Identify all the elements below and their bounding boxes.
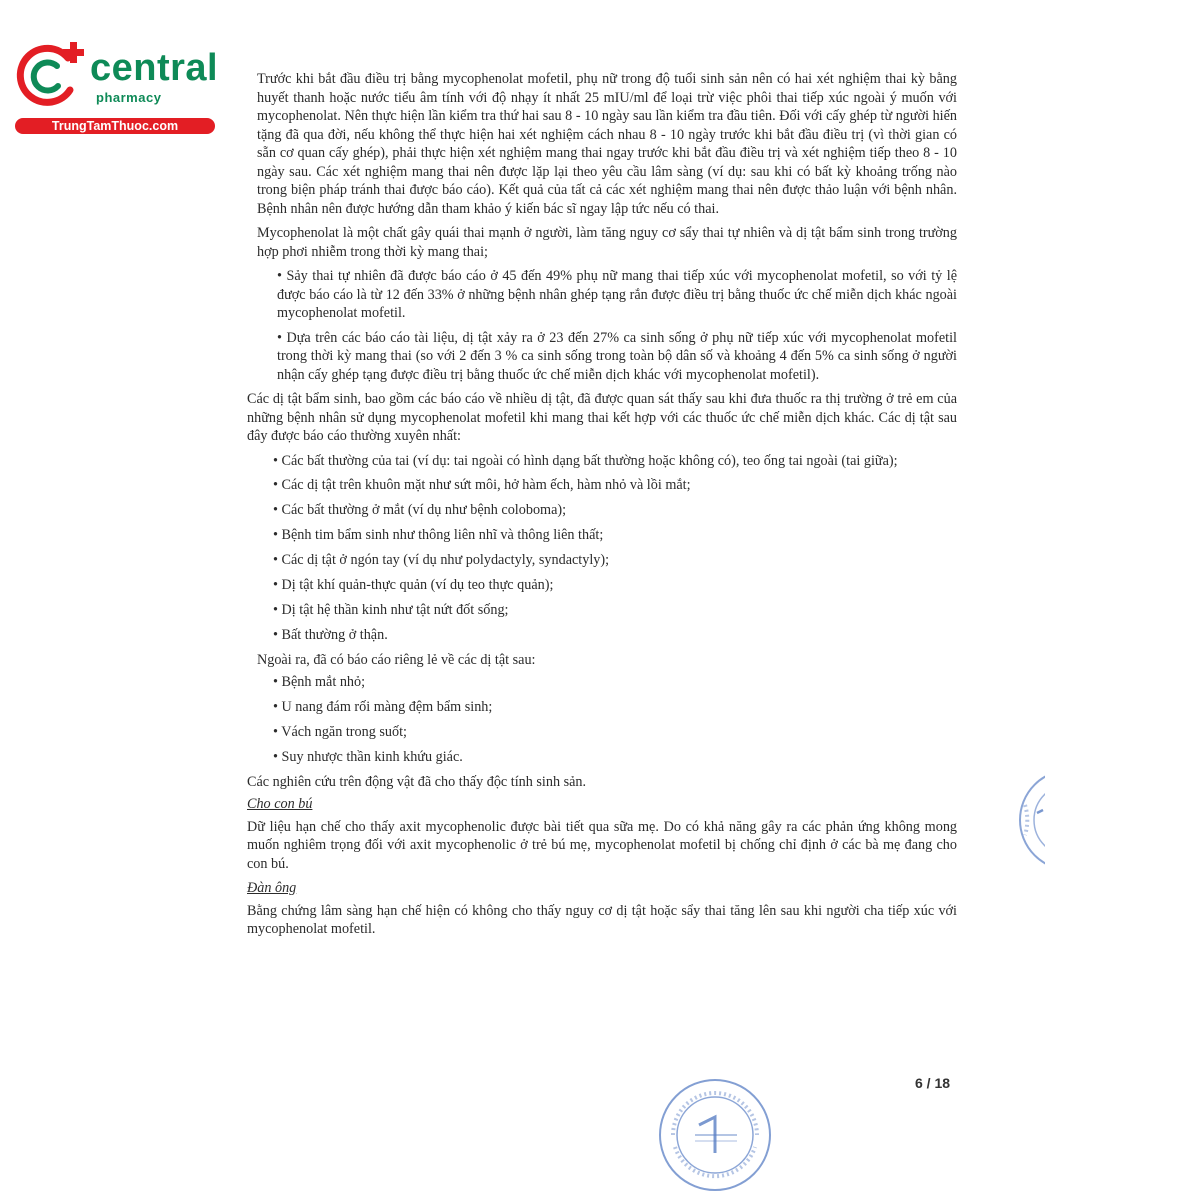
list-isolated-malformations — [247, 673, 957, 766]
paragraph-additional: Ngoài ra, đã có báo cáo riêng lẻ về các dị tật sau: — [257, 651, 536, 668]
company-stamp-icon — [655, 1075, 775, 1195]
list-frequent-malformations — [247, 452, 957, 645]
list-item: • U nang đám rối màng đệm bẩm sinh; — [273, 699, 493, 716]
document-body — [247, 70, 957, 945]
list-item: • Bệnh tim bẩm sinh như thông liên nhĩ và thông liên thất; — [273, 527, 604, 544]
list-item: • Bệnh mắt nhỏ; — [273, 674, 366, 691]
list-item: • Các bất thường ở mắt (ví dụ như bệnh coloboma); — [273, 502, 567, 519]
bullet-malformations: • Dựa trên các báo cáo tài liệu, dị tật xảy ra ở 23 đến 27% ca sinh sống ở phụ nữ tiếp xúc với mycophenolat mofetil trong thời kỳ mang thai (so với 2 đến 3 % ca sinh sống trong toàn bộ dân số và khoảng 4 đến 5% ca sinh sống ở người nhận cấy ghép tạng được điều trị bằng thuốc ức chế miễn dịch khác với mycophenolat mofetil). — [277, 329, 957, 383]
paragraph-breastfeeding: Dữ liệu hạn chế cho thấy axit mycophenolic được bài tiết qua sữa mẹ. Do có khả năng gây ra các phản ứng không mong muốn nghiêm trọng đối với axit mycophenolic ở trẻ bú mẹ, mycophenolat mofetil bị chống chỉ định ở các bà mẹ đang cho con bú. — [247, 818, 957, 872]
site-url-badge[interactable]: TrungTamThuoc.com — [15, 118, 215, 134]
brand-subtitle: pharmacy — [96, 90, 162, 105]
bullet-miscarriage: • Sảy thai tự nhiên đã được báo cáo ở 45 đến 49% phụ nữ mang thai tiếp xúc với mycophenolat mofetil, so với tỷ lệ được báo cáo là từ 12 đến 33% ở những bệnh nhân ghép tạng rắn được điều trị bằng thuốc ức chế miễn dịch khác ngoài mycophenolat mofetil. — [277, 268, 957, 321]
page-number: 6 / 18 — [915, 1075, 951, 1091]
list-item: • Suy nhược thần kinh khứu giác. — [273, 748, 463, 765]
list-item: • Các dị tật ở ngón tay (ví dụ như polydactyly, syndactyly); — [273, 552, 610, 569]
paragraph-animal-studies: Các nghiên cứu trên động vật đã cho thấy độc tính sinh sản. — [247, 773, 587, 790]
list-item: • Các bất thường của tai (ví dụ: tai ngoài có hình dạng bất thường hoặc không có), teo ống tai ngoài (tai giữa); — [273, 452, 898, 469]
list-item: • Dị tật khí quản-thực quản (ví dụ teo thực quản); — [273, 576, 554, 593]
heading-breastfeeding: Cho con bú — [247, 796, 313, 813]
partial-stamp-icon — [1015, 765, 1045, 875]
brand-name: central — [90, 47, 219, 89]
central-logo-icon — [10, 38, 85, 113]
paragraph-teratogen: Mycophenolat là một chất gây quái thai mạnh ở người, làm tăng nguy cơ sẩy thai tự nhiên và dị tật bẩm sinh trong trường hợp phơi nhiễm trong thời kỳ mang thai; — [257, 225, 957, 260]
list-item: • Dị tật hệ thần kinh như tật nứt đốt sống; — [273, 601, 509, 618]
central-pharmacy-logo[interactable] — [10, 38, 219, 138]
paragraph-men: Bằng chứng lâm sàng hạn chế hiện có không cho thấy nguy cơ dị tật hoặc sẩy thai tăng lên sau khi người cha tiếp xúc với mycophenolat mofetil. — [247, 902, 957, 938]
list-item: • Vách ngăn trong suốt; — [273, 723, 407, 740]
paragraph-congenital: Các dị tật bẩm sinh, bao gồm các báo cáo về nhiều dị tật, đã được quan sát thấy sau khi đưa thuốc ra thị trường ở trẻ em của những bệnh nhân sử dụng mycophenolat mofetil khi mang thai kết hợp với các thuốc ức chế miễn dịch khác. Các dị tật sau đây được báo cáo thường xuyên nhất: — [247, 391, 957, 444]
paragraph-pregnancy-tests: Trước khi bắt đầu điều trị bằng mycophenolat mofetil, phụ nữ trong độ tuổi sinh sản nên có hai xét nghiệm thai kỳ bằng huyết thanh hoặc nước tiểu âm tính với độ nhạy ít nhất 25 mIU/ml để loại trừ việc phôi thai tiếp xúc ngoài ý muốn với mycophenolat. Nên thực hiện lần kiểm tra thứ hai sau 8 - 10 ngày sau lần kiểm tra đầu tiên. Đối với cấy ghép từ người hiến tặng đã qua đời, nếu không thể thực hiện hai xét nghiệm cách nhau 8 - 10 ngày trước khi bắt đầu điều trị (vì thời gian có sẵn cơ quan cấy ghép), phải thực hiện xét nghiệm mang thai ngay trước khi bắt đầu điều trị và xét nghiệm tiếp theo 8 - 10 ngày sau. Các xét nghiệm mang thai nên được lặp lại theo yêu cầu lâm sàng (ví dụ: sau khi có bất kỳ khoảng trống nào trong biện pháp tránh thai được báo cáo). Kết quả của tất cả các xét nghiệm mang thai nên được thảo luận với bệnh nhân. Bệnh nhân nên được hướng dẫn tham khảo ý kiến bác sĩ ngay lập tức nếu có thai. — [257, 71, 957, 217]
list-item: • Bất thường ở thận. — [273, 626, 388, 643]
heading-men: Đàn ông — [247, 880, 297, 897]
list-item: • Các dị tật trên khuôn mặt như sứt môi, hở hàm ếch, hàm nhỏ và lồi mắt; — [273, 477, 691, 494]
